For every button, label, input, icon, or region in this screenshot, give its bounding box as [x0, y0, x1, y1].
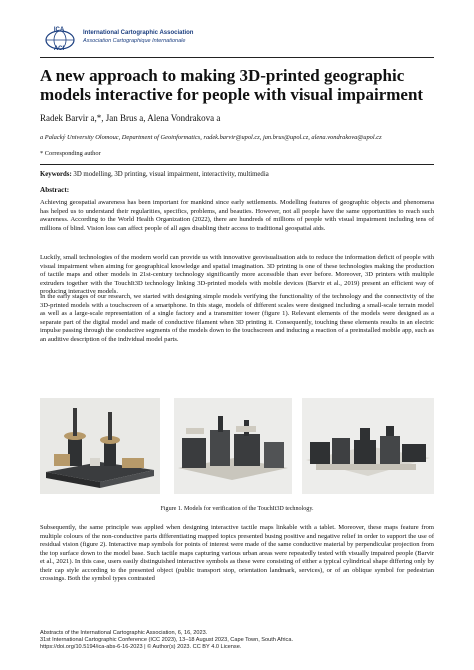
footer-line-1: Abstracts of the International Cartographic Association, 6, 16, 2023. [40, 630, 208, 636]
figure-image-terrain-model [40, 398, 160, 494]
footer [40, 630, 293, 651]
figure-image-transmitter-model [302, 398, 434, 494]
keywords-text: 3D modelling, 3D printing, visual impairment, interactivity, multimedia [71, 171, 269, 178]
abstract-heading: Abstract: [40, 186, 70, 194]
paragraph-4: Subsequently, the same principle was applied when designing interactive tactile maps linkable with a tablet. Moreover, these maps feature from multiple colours of the non-conductive parts differentiating mapped topics presented busing positive and negative relief in order to support the use of residual vision (figure 2). Interactive map symbols for points of interest were made of the same conductive material by perpendicular projection from the top surface down to the model base. Such tactile maps capturing various urban areas were repeatedly tested with visually impaired people (Barvir et al., 2021). In this case, users easily distinguished interactive symbols as these were consisting of either a typical cylindrical shape differing only by their cap style according to the presented object (public transport stop, orientation landmark, services), or of an oblique symbol for pedestrian crossings. Both the symbol types contrasted [40, 524, 434, 582]
paragraph-1: Achieving geospatial awareness has been important for mankind since early settlements. Modelling features of geographic objects and phenomena has helped us to understand their regularities, specifics, problems, and beauties. However, not all people have the same opportunities to reach such awareness. According to the World Health Organization (2022), there are hundreds of millions of people with visual impairment including tens of millions of blind. Vision loss can affect people of all ages disabling their access to traditional geospatial aids. [40, 199, 434, 232]
logo-text-top: ICA [53, 27, 65, 33]
paragraph-2: Luckily, small technologies of the modern world can provide us with innovative geovisualisation aids to reduce the information deficit of people with visual impairment when aiming for geographical knowledge and spatial imagination. 3D printing is one of these technologies making the production of tactile maps and other models in 21st-century technology significantly more accessible than ever before. Moreover, 3D printers with multiple extruders together with the TouchIt3D technology linking 3D-printed models with mobile devices (Barvir et al., 2019) present an efficient way of producing interactive models. [40, 254, 434, 295]
section-rule [40, 164, 434, 165]
figure-caption: Figure 1. Models for verification of the TouchIt3D technology. [160, 506, 314, 512]
ica-logo [40, 26, 80, 54]
paragraph-3: In the early stages of our research, we started with designing simple models verifying the functionality of the technology and the connectivity of the 3D-printed models with a touchscreen of a smartphone. In this stage, models of different scales were designed including a small-scale terrain model as well as a large-scale representation of a single factory and a transmitter tower (figure 1). Relevant elements of the models were designed as a separate part of the digital model and made of conductive filament when 3D printing it. Consequently, touching these elements results in an electric impulse passing through the conductive segments of the models down to the touchscreen and inducing a reaction of a preinstalled mobile app, such as an auditive description of the individual model parts. [40, 293, 434, 343]
footer-doi-link[interactable]: https://doi.org/10.5194/ica-abs-6-16-2023 | © Author(s) 2023. CC BY 4.0 License. [40, 644, 242, 651]
corresponding-author: * Corresponding author [40, 150, 101, 157]
logo-text-bottom: ACI [53, 46, 65, 52]
paper-title: A new approach to making 3D-printed geographic models interactive for people with visual impairment [40, 66, 424, 104]
association-en: International Cartographic Association [83, 30, 194, 36]
keywords-label: Keywords: [40, 171, 72, 178]
affiliation: a Palacký University Olomouc, Department of Geoinformatics, radek.barvir@upol.cz, jan.brus@upol.cz, alena.vondrakova@upol.cz [40, 134, 382, 141]
footer-line-2: 31st International Cartographic Conference (ICC 2023), 13–18 August 2023, Cape Town, South Africa. [40, 637, 294, 644]
association-name [83, 29, 193, 45]
header-rule [40, 57, 434, 58]
header [40, 26, 434, 56]
figure-1 [40, 398, 434, 494]
keywords [40, 171, 269, 178]
figure-image-factory-model [174, 398, 292, 494]
association-fr: Association Cartographique Internationale [83, 38, 186, 44]
authors: Radek Barvir a,*, Jan Brus a, Alena Vondrakova a [40, 113, 221, 123]
